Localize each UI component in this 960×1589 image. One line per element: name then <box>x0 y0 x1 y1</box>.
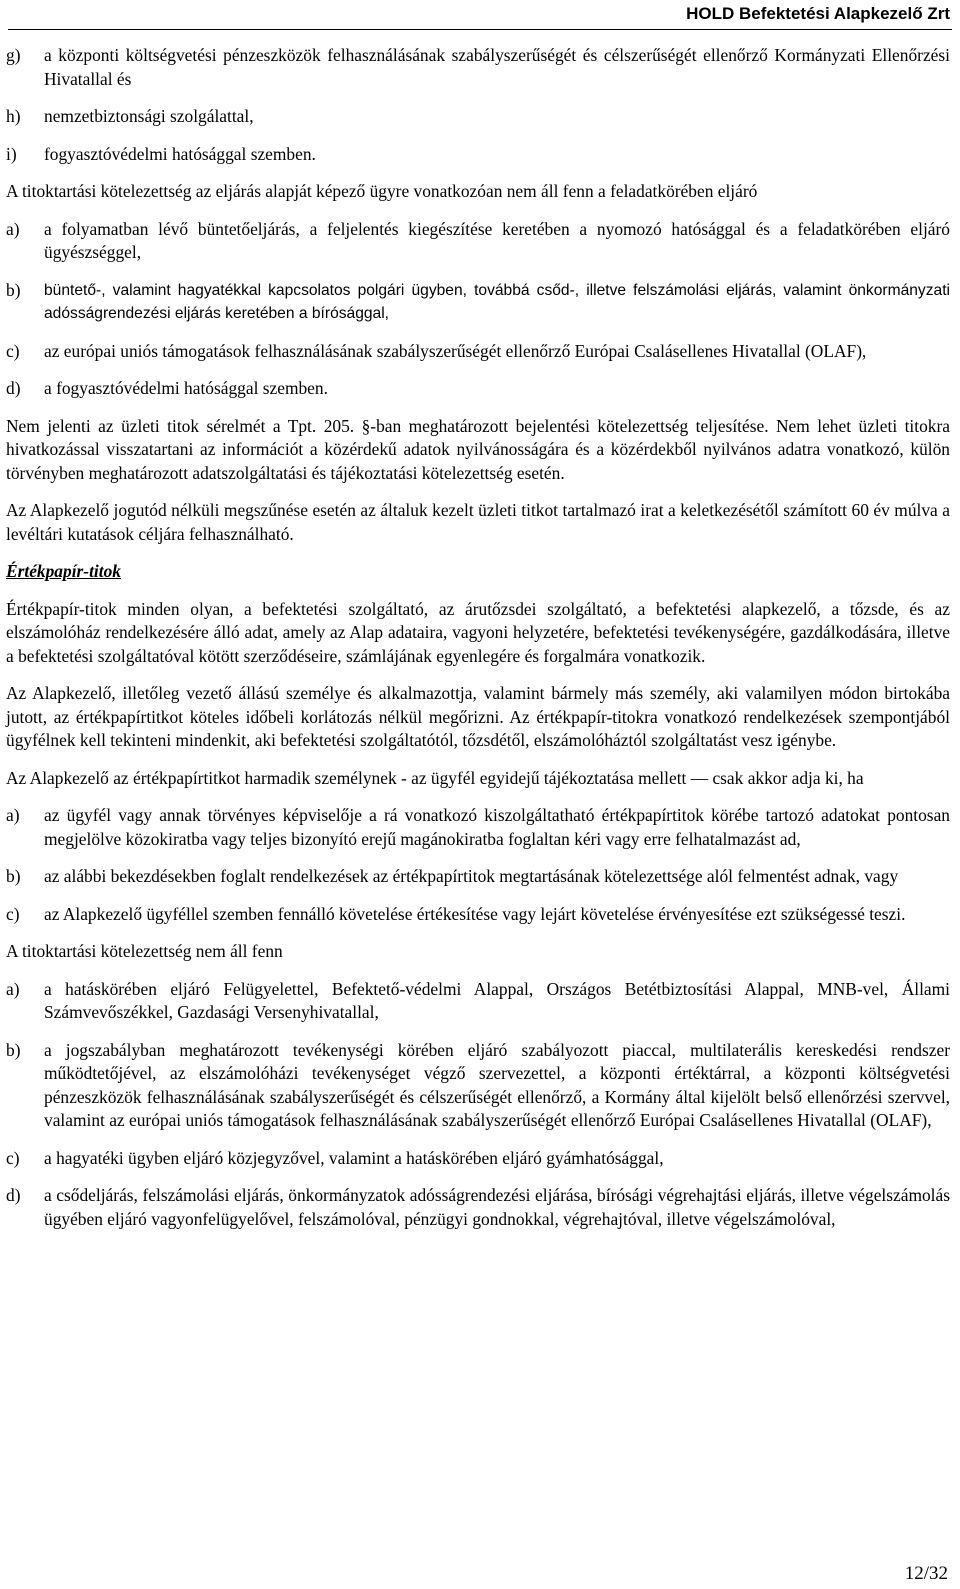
list-item <box>6 1039 950 1133</box>
list-text: az európai uniós támogatások felhasználásának szabályszerűségét ellenőrző Európai Csalásellenes Hivatallal (OLAF), <box>44 340 867 361</box>
list-item <box>6 218 950 265</box>
paragraph-securities-secret-obligation: Az Alapkezelő, illetőleg vezető állású személye és alkalmazottja, valamint bármely más személy, aki valamilyen módon birtokába jutott, az értékpapírtitkot köteles időbeli korlátozás nélkül megőrizni. Az értékpapír-titokra vonatkozó rendelkezések szempontjából ügyfélnek kell tekinteni mindenkit, aki befektetési szolgáltatótól, tőzsdétől, elszámolóháztól szolgáltatást vesz igénybe. <box>6 683 950 750</box>
list-text: nemzetbiztonsági szolgálattal, <box>44 106 254 126</box>
list-item <box>6 377 950 401</box>
list-marker: a) <box>6 978 20 999</box>
list-item <box>6 865 950 889</box>
list-marker: b) <box>6 279 21 300</box>
list-marker: d) <box>6 378 21 398</box>
header-rule <box>8 29 952 30</box>
list-item <box>6 279 950 326</box>
list-marker: b) <box>6 866 21 886</box>
list-marker: g) <box>6 45 21 65</box>
list-marker: i) <box>6 143 17 164</box>
paragraph-confidentiality-exemption: A titoktartási kötelezettség az eljárás alapját képező ügyre vonatkozóan nem áll fenn a feladatkörében eljáró <box>6 181 758 201</box>
list-text: a csődeljárás, felszámolási eljárás, önkormányzatok adósságrendezési eljárása, bírósági végrehajtási eljárás, illetve végelszámolás ügyében eljáró vagyonfelügyelővel, felszámolóval, pénzügyi gondnokkal, végrehajtóval, illetve végelszámolóval, <box>44 1185 950 1229</box>
list-item <box>6 978 950 1025</box>
paragraph-securities-secret-definition: Értékpapír-titok minden olyan, a befektetési szolgáltató, az árutőzsdei szolgáltató, a befektetési alapkezelő, a tőzsde, és az elszámolóház rendelkezésére álló adat, amely az Alap adataira, vagyoni helyzetére, befektetési tevékenységére, gazdálkodására, illetve a befektetési szolgáltatóval kötött szerződéseire, számlájának egyenlegére és forgalmára vonatkozik. <box>6 598 950 666</box>
list-item <box>6 340 950 364</box>
list-item <box>6 1147 950 1171</box>
list-item <box>6 44 950 91</box>
list-item <box>6 804 950 851</box>
list-marker: c) <box>6 903 20 924</box>
page-content <box>6 44 950 1245</box>
list-text: a hatáskörében eljáró Felügyelettel, Befektető-védelmi Alappal, Országos Betétbiztosítási Alappal, MNB-vel, Állami Számvevőszékkel, Gazdasági Versenyhivatallal, <box>44 978 950 1022</box>
list-marker: b) <box>6 1039 21 1060</box>
list-item <box>6 903 950 927</box>
list-marker: c) <box>6 340 20 361</box>
page-number: 12/32 <box>904 1563 948 1584</box>
paragraph-trade-secret: Nem jelenti az üzleti titok sérelmét a Tpt. 205. §-ban meghatározott bejelentési kötelezettség teljesítése. Nem lehet üzleti titokra hivatkozással visszatartani az információt a közérdekű adatok nyilvánosságára és a közérdekből nyilvános adatra vonatkozó, külön törvényben meghatározott adatszolgáltatási és tájékoztatási kötelezettség esetén. <box>6 415 950 483</box>
list-marker: a) <box>6 805 20 825</box>
list-marker: c) <box>6 1147 20 1168</box>
paragraph-disclosure-conditions: Az Alapkezelő az értékpapírtitkot harmadik személynek - az ügyfél egyidejű tájékoztatása mellett — csak akkor adja ki, ha <box>6 767 864 788</box>
paragraph-archive: Az Alapkezelő jogutód nélküli megszűnése esetén az általuk kezelt üzleti titkot tartalmazó irat a keletkezésétől számított 60 év múlva a levéltári kutatások céljára felhasználható. <box>6 500 950 544</box>
list-marker: d) <box>6 1185 21 1205</box>
list-text: a hagyatéki ügyben eljáró közjegyzővel, valamint a hatáskörében eljáró gyámhatósággal, <box>44 1147 664 1168</box>
list-text: a folyamatban lévő büntetőeljárás, a feljelentés kiegészítése keretében a nyomozó hatósággal és a feladatkörében eljáró ügyészséggel, <box>44 218 950 262</box>
document-header: HOLD Befektetési Alapkezelő Zrt <box>686 4 950 23</box>
list-text: az alábbi bekezdésekben foglalt rendelkezések az értékpapírtitok megtartásának kötelezettsége alól felmentést adnak, vagy <box>44 866 899 886</box>
list-marker: h) <box>6 106 21 126</box>
list-text: az ügyfél vagy annak törvényes képviselője a rá vonatkozó kiszolgáltatható értékpapírtitok körébe tartozó adatokat pontosan megjelölve közokiratba vagy teljes bizonyító erejű magánokiratba foglaltan kéri vagy erre felhatalmazást ad, <box>44 805 950 849</box>
paragraph-no-confidentiality: A titoktartási kötelezettség nem áll fenn <box>6 941 283 961</box>
list-text: az Alapkezelő ügyféllel szemben fennálló követelése értékesítése vagy lejárt követelése érvényesítése ezt szükségessé teszi. <box>44 903 906 924</box>
list-text: fogyasztóvédelmi hatósággal szemben. <box>44 143 316 164</box>
list-text: a központi költségvetési pénzeszközök felhasználásának szabályszerűségét és célszerűségét ellenőrző Kormányzati Ellenőrzési Hivatallal és <box>44 45 950 89</box>
list-item <box>6 105 950 129</box>
list-marker: a) <box>6 218 20 239</box>
list-text: a jogszabályban meghatározott tevékenységi körében eljáró szabályozott piaccal, multilaterális kereskedési rendszer működtetőjével, az elszámolóházi tevékenységet végző szervezettel, a központi értéktárral, a központi költségvetési pénzeszközök felhasználásának szabályszerűségét és célszerűségét ellenőrző, a Kormány által kijelölt belső ellenőrzési szervvel, valamint az európai uniós támogatások felhasználásának szabályszerűségét ellenőrző Európai Csalásellenes Hivatallal (OLAF), <box>44 1039 950 1130</box>
list-item <box>6 1184 950 1231</box>
section-heading: Értékpapír-titok <box>6 561 121 581</box>
list-text: a fogyasztóvédelmi hatósággal szemben. <box>44 378 328 398</box>
list-text: büntető-, valamint hagyatékkal kapcsolatos polgári ügyben, továbbá csőd-, illetve felszámolási eljárás, valamint önkormányzati adósságrendezési eljárás keretében a bírósággal, <box>44 281 950 322</box>
list-item <box>6 143 950 167</box>
